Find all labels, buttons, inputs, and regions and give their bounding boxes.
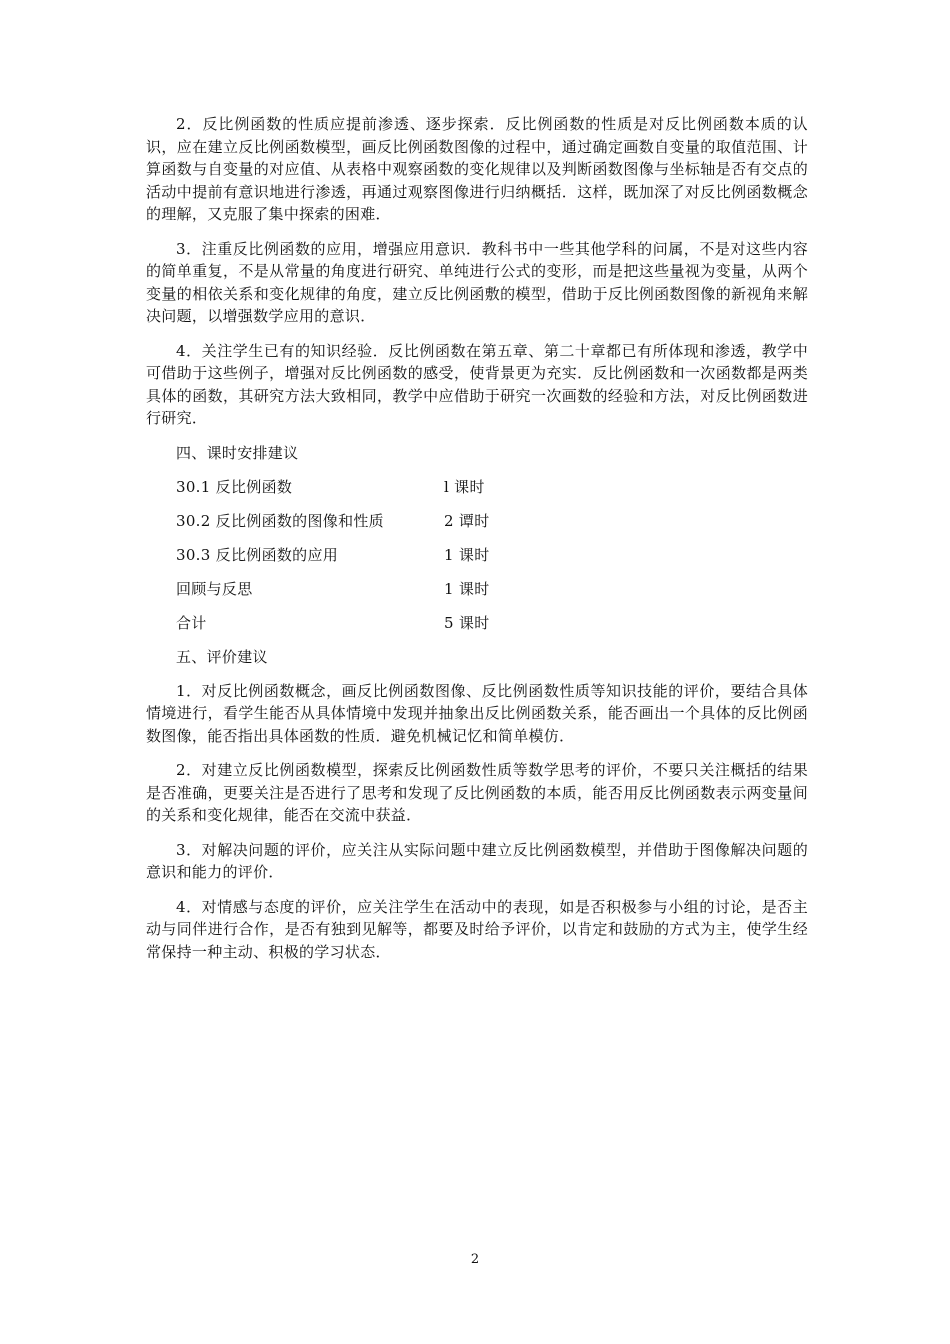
schedule-topic: 30.1 反比例函数 — [176, 477, 293, 496]
schedule-row — [176, 510, 808, 532]
schedule-row — [176, 578, 808, 600]
schedule-topic: 回顾与反思 — [176, 579, 253, 598]
page-number: 2 — [470, 1252, 480, 1267]
paragraph-evaluation-knowledge: 1．对反比例函数概念，画反比例函数图像、反比例函数性质等知识技能的评价，要结合具体情境进行，看学生能否从具体情境中发现并抽象出反比例函数关系，能否画出一个具体的反比例函数图像，能否指出具体函数的性质．避免机械记忆和简单模仿． — [146, 681, 808, 745]
document-body — [146, 113, 808, 975]
paragraph-prior-knowledge: 4．关注学生已有的知识经验．反比例函数在第五章、第二十章都已有所体现和渗透，教学中可借助于这些例子，增强对反比例函数的感受，使背景更为充实．反比例函数和一次函数都是两类具体的函数，其研究方法大致相同，教学中应借助于研究一次画数的经验和方法，对反比例函数进行研究． — [146, 341, 808, 427]
paragraph-evaluation-problem-solving: 3．对解决问题的评价，应关注从实际问题中建立反比例函数模型，并借助于图像解决问题的意识和能力的评价． — [146, 840, 808, 881]
schedule-topic: 30.3 反比例函数的应用 — [176, 545, 339, 564]
schedule-topic: 30.2 反比例函数的图像和性质 — [176, 511, 384, 530]
schedule-hours: 1 课时 — [444, 579, 490, 598]
schedule-topic: 合计 — [176, 613, 207, 632]
section-heading-schedule: 四、课时安排建议 — [176, 443, 299, 462]
schedule-hours: 1 课时 — [444, 545, 490, 564]
schedule-row — [176, 476, 808, 498]
paragraph-property-exploration: 2．反比例函数的性质应提前渗透、逐步探索．反比例函数的性质是对反比例函数本质的认识，应在建立反比例函数模型，画反比例函数图像的过程中，通过确定画数自变量的取值范围、计算函数与自变量的对应值、从表格中观察函数的变化规律以及判断函数图像与坐标轴是否有交点的活动中提前有意识地进行渗透，再通过观察图像进行归纳概括．这样，既加深了对反比例函数概念的理解，又克服了集中探索的困难． — [146, 115, 808, 223]
schedule-hours: 5 课时 — [444, 613, 490, 632]
schedule-table — [146, 476, 808, 634]
section-heading-evaluation: 五、评价建议 — [176, 647, 268, 666]
paragraph-evaluation-attitude: 4．对情感与态度的评价，应关注学生在活动中的表现，如是否积极参与小组的讨论，是否主动与同伴进行合作，是否有独到见解等，都要及时给予评价，以肯定和鼓励的方式为主，使学生经常保持一种主动、积极的学习状态． — [146, 897, 808, 961]
schedule-row — [176, 544, 808, 566]
schedule-row-total — [176, 612, 808, 634]
schedule-hours: 2 谭时 — [444, 511, 490, 530]
paragraph-evaluation-thinking: 2．对建立反比例函数模型，探索反比例函数性质等数学思考的评价，不要只关注概括的结果是否准确，更要关注是否进行了思考和发现了反比例函数的本质，能否用反比例函数表示两变量间的关系和变化规律，能否在交流中获益． — [146, 761, 808, 824]
paragraph-application-awareness: 3．注重反比例函数的应用，增强应用意识．教科书中一些其他学科的问属，不是对这些内容的简单重复，不是从常量的角度进行研究、单纯进行公式的变形，而是把这些量视为变量，从两个变量的相依关系和变化规律的角度，建立反比例函敷的模型，借助于反比例函数图像的新视角来解决问题，以增强数学应用的意识． — [146, 239, 808, 325]
schedule-hours: l 课时 — [444, 477, 485, 496]
